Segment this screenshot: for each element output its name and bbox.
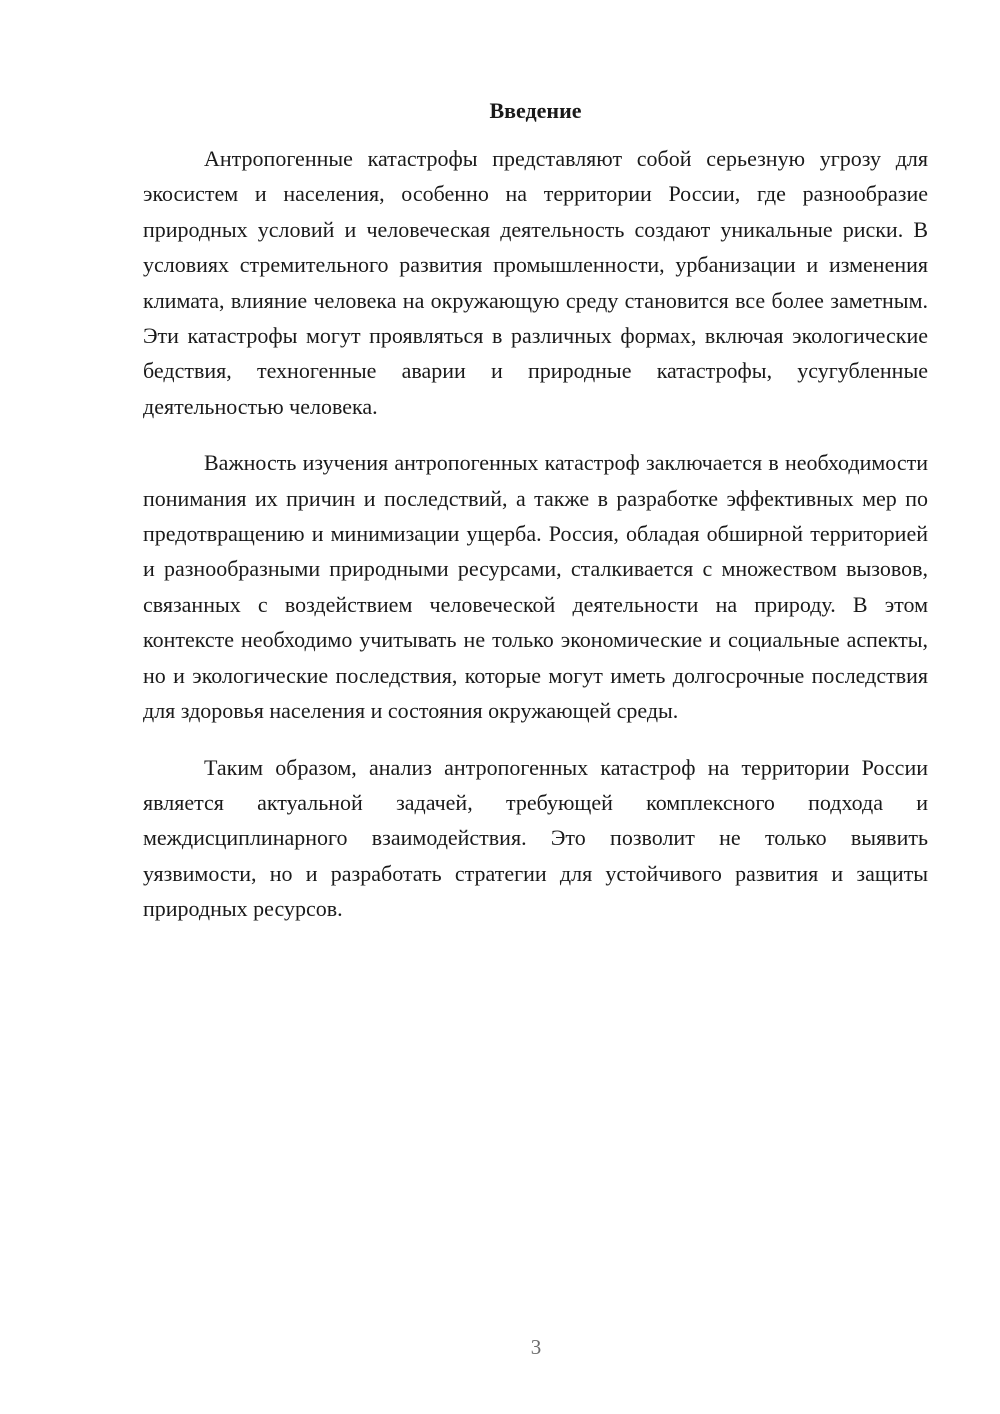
paragraph-2: Важность изучения антропогенных катастроф заключается в необходимости понимания их причин и последствий, а также в разработке эффективных мер по предотвращению и минимизации ущерба. Россия, обладая обширной территорией и разнообразными природными ресурсами, сталкивается с множеством вызовов, связанных с воздействием человеческой деятельности на природу. В этом контексте необходимо учитывать не только экономические и социальные аспекты, но и экологические последствия, которые могут иметь долгосрочные последствия для здоровья населения и состояния окружающей среды. bbox=[143, 450, 928, 724]
page-content bbox=[143, 97, 928, 948]
page-number: 3 bbox=[530, 1335, 542, 1359]
section-heading: Введение bbox=[489, 98, 582, 123]
paragraph-1: Антропогенные катастрофы представляют собой серьезную угрозу для экосистем и населения, особенно на территории России, где разнообразие природных условий и человеческая деятельность создают уникальные риски. В условиях стремительного развития промышленности, урбанизации и изменения климата, влияние человека на окружающую среду становится все более заметным. Эти катастрофы могут проявляться в различных формах, включая экологические бедствия, техногенные аварии и природные катастрофы, усугубленные деятельностью человека. bbox=[143, 146, 928, 419]
paragraph-3: Таким образом, анализ антропогенных катастроф на территории России является актуальной задачей, требующей комплексного подхода и междисциплинарного взаимодействия. Это позволит не только выявить уязвимости, но и разработать стратегии для устойчивого развития и защиты природных ресурсов. bbox=[143, 754, 928, 922]
